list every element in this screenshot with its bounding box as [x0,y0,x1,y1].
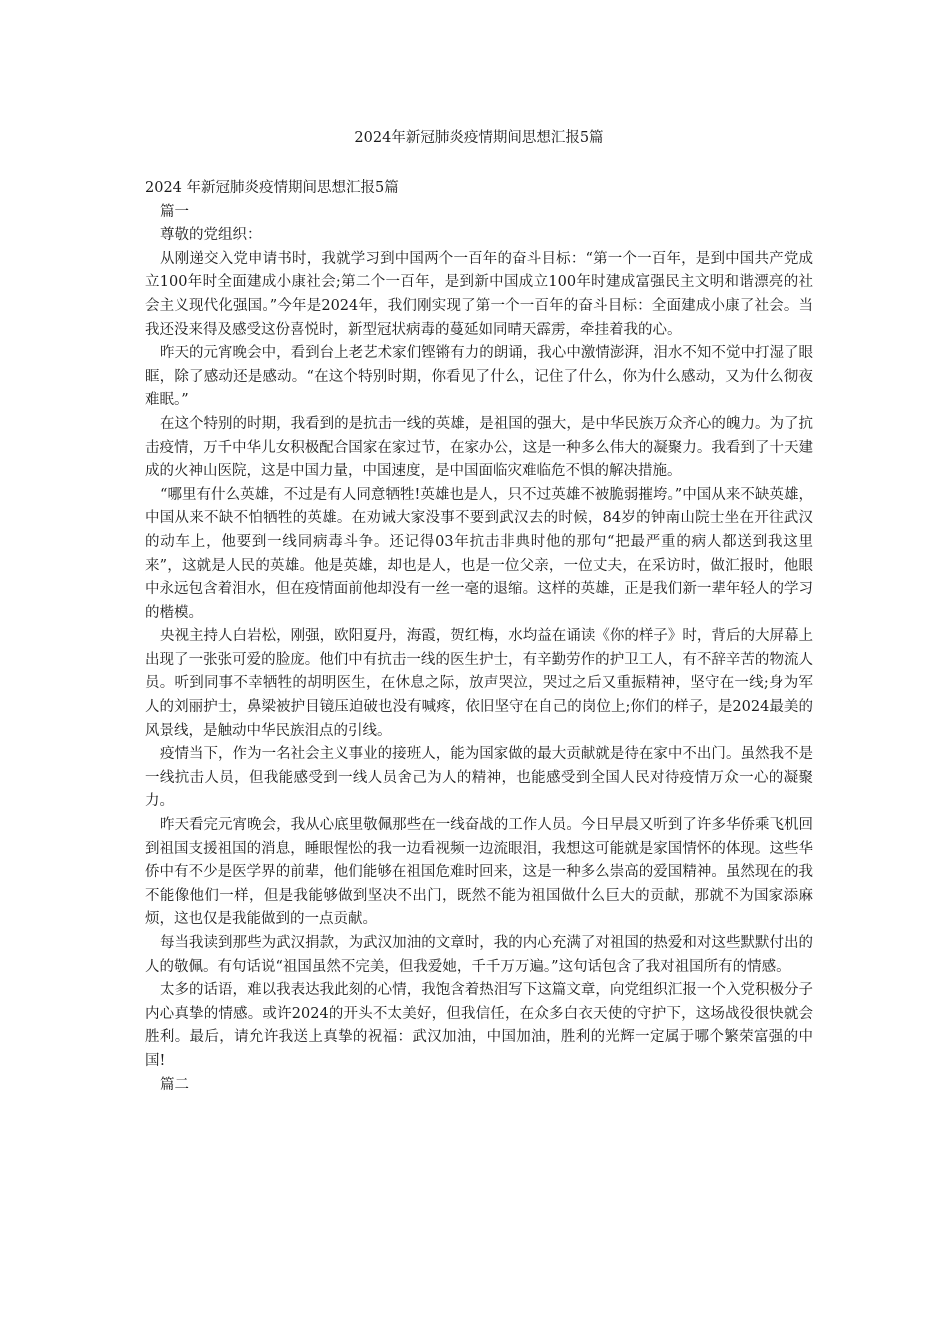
paragraph: 昨天看完元宵晚会，我从心底里敬佩那些在一线奋战的工作人员。今日早晨又听到了许多华侨乘飞机回到祖国支援祖国的消息，睡眼惺忪的我一边看视频一边流眼泪，我想这可能就是家国情怀的体现。这些华侨中有不少是医学界的前辈，他们能够在祖国危难时回来，这是一种多么崇高的爱国精神。虽然现在的我不能像他们一样，但是我能够做到坚决不出门，既然不能为祖国做什么巨大的贡献，那就不为国家添麻烦，这也仅是我能做到的一点贡献。 [145,817,813,928]
document-heading: 2024 年新冠肺炎疫情期间思想汇报5篇 [145,180,399,196]
section-label-1: 篇一 [160,203,189,220]
document-body [145,177,813,1097]
salutation: 尊敬的党组织： [160,227,262,244]
paragraph: 疫情当下，作为一名社会主义事业的接班人，能为国家做的最大贡献就是待在家中不出门。虽然我不是一线抗击人员，但我能感受到一线人员舍己为人的精神，也能感受到全国人民对待疫情万众一心的凝聚力。 [145,746,813,810]
paragraph: 昨天的元宵晚会中，看到台上老艺术家们铿锵有力的朗诵，我心中激情澎湃，泪水不知不觉中打湿了眼眶，除了感动还是感动。“在这个特别时期，你看见了什么，记住了什么，你为什么感动，又为什么彻夜难眠。” [145,345,813,409]
document-title: 2024年新冠肺炎疫情期间思想汇报5篇 [354,130,604,146]
paragraph: 太多的话语，难以我表达我此刻的心情，我饱含着热泪写下这篇文章，向党组织汇报一个入党积极分子内心真挚的情感。或许2024的开头不太美好，但我信任，在众多白衣天使的守护下，这场战役很快就会胜利。最后，请允许我送上真挚的祝福：武汉加油，中国加油，胜利的光辉一定属于哪个繁荣富强的中国! [145,982,813,1069]
paragraph: 在这个特别的时期，我看到的是抗击一线的英雄，是祖国的强大，是中华民族万众齐心的魄力。为了抗击疫情，万千中华儿女积极配合国家在家过节，在家办公，这是一种多么伟大的凝聚力。我看到了十天建成的火神山医院，这是中国力量，中国速度，是中国面临灾难临危不惧的解决措施。 [145,415,813,480]
paragraph: 每当我读到那些为武汉捐款，为武汉加油的文章时，我的内心充满了对祖国的热爱和对这些默默付出的人的敬佩。有句话说“祖国虽然不完美，但我爱她，千千万万遍。”这句话包含了我对祖国所有的情感。 [145,935,813,975]
paragraph: 央视主持人白岩松，刚强，欧阳夏丹，海霞，贺红梅，水均益在诵读《你的样子》时，背后的大屏幕上出现了一张张可爱的脸庞。他们中有抗击一线的医生护士，有辛勤劳作的护卫工人，有不辞辛苦的物流人员。听到同事不幸牺牲的胡明医生，在休息之际，放声哭泣，哭过之后又重振精神，坚守在一线;身为军人的刘丽护士，鼻梁被护目镜压迫破也没有喊疼，依旧坚守在自己的岗位上;你们的样子，是2024最美的风景线，是触动中华民族泪点的引线。 [145,628,813,739]
paragraph: 从刚递交入党申请书时，我就学习到中国两个一百年的奋斗目标：“第一个一百年，是到中国共产党成立100年时全面建成小康社会;第二个一百年，是到新中国成立100年时建成富强民主文明和谐漂亮的社会主义现代化强国。”今年是2024年，我们刚实现了第一个一百年的奋斗目标：全面建成小康了社会。当我还没来得及感受这份喜悦时，新型冠状病毒的蔓延如同晴天霹雳，牵挂着我的心。 [145,250,813,338]
section-label-2: 篇二 [160,1076,189,1093]
paragraph: “哪里有什么英雄，不过是有人同意牺牲!英雄也是人，只不过英雄不被脆弱摧垮。”中国从来不缺英雄，中国从来不缺不怕牺牲的英雄。在劝诫大家没事不要到武汉去的时候，84岁的钟南山院士坐在开往武汉的动车上，他要到一线同病毒斗争。还记得03年抗击非典时他的那句“把最严重的病人都送到我这里来”，这就是人民的英雄。他是英雄，却也是人，也是一位父亲，一位丈夫，在采访时，做汇报时，他眼中永远包含着泪水，但在疫情面前他却没有一丝一毫的退缩。这样的英雄，正是我们新一辈年轻人的学习的楷模。 [145,486,813,621]
